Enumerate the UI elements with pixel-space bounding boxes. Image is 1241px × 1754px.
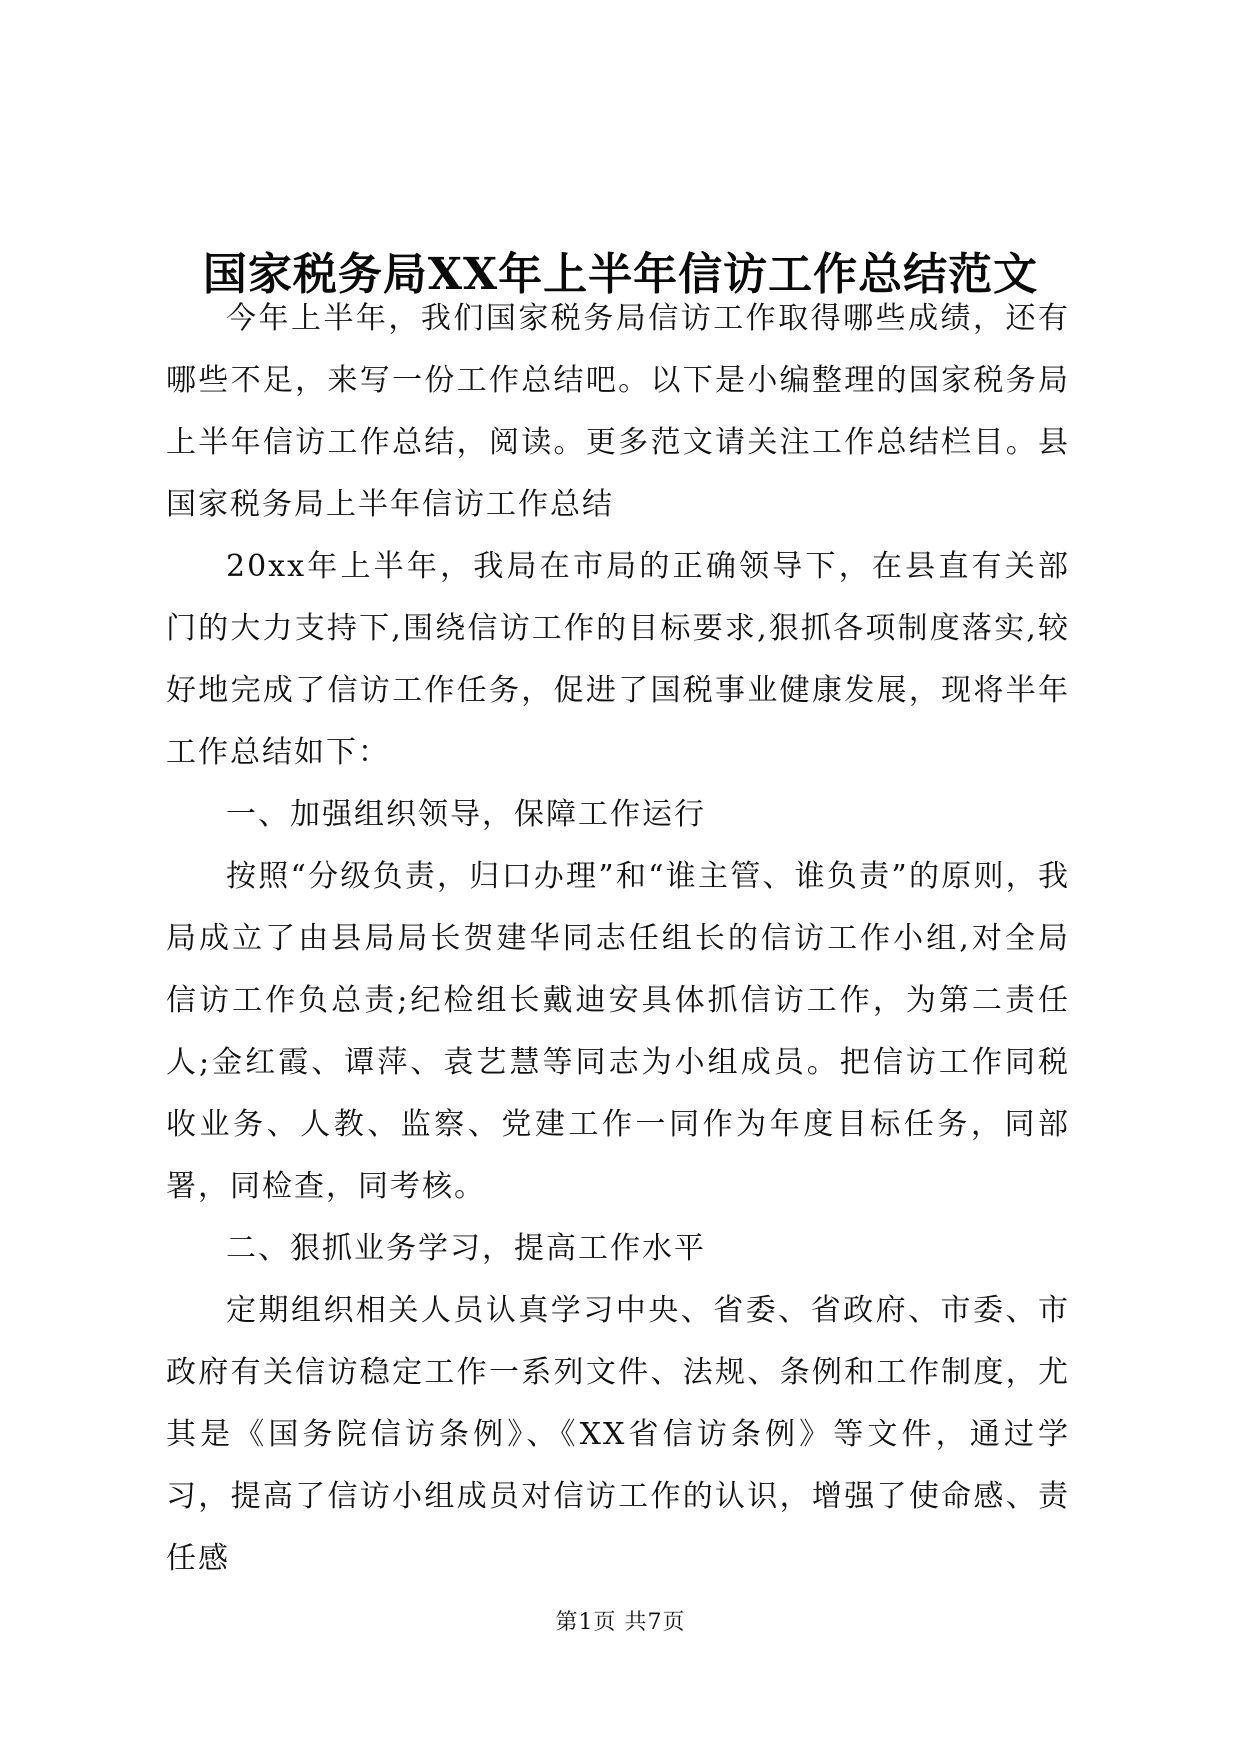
paragraph-intro: 今年上半年，我们国家税务局信访工作取得哪些成绩，还有哪些不足，来写一份工作总结吧。以下是小编整理的国家税务局上半年信访工作总结，阅读。更多范文请关注工作总结栏目。县国家税务局上半年信访工作总结 [166, 301, 1070, 522]
paragraph-overview: 20xx年上半年，我局在市局的正确领导下，在县直有关部门的大力支持下,围绕信访工作的目标要求,狠抓各项制度落实,较好地完成了信访工作任务，促进了国税事业健康发展，现将半年工作总结如下： [166, 549, 1070, 770]
document-title: 国家税务局XX年上半年信访工作总结范文 [202, 249, 1039, 301]
paragraph-section-2: 定期组织相关人员认真学习中央、省委、省政府、市委、市政府有关信访稳定工作一系列文件、法规、条例和工作制度，尤其是《国务院信访条例》、《XX省信访条例》等文件，通过学习，提高了信访小组成员对信访工作的认识，增强了使命感、责任感 [166, 1293, 1070, 1576]
paragraph-section-1: 按照“分级负责，归口办理”和“谁主管、谁负责”的原则，我局成立了由县局局长贺建华同志任组长的信访工作小组,对全局信访工作负总责;纪检组长戴迪安具体抓信访工作，为第二责任人;金红霞、谭萍、袁艺慧等同志为小组成员。把信访工作同税收业务、人教、监察、党建工作一同作为年度目标任务，同部署，同检查，同考核。 [166, 859, 1070, 1204]
page-number-footer: 第1页 共7页 [555, 1610, 686, 1635]
section-heading-2: 二、狠抓业务学习，提高工作水平 [226, 1231, 706, 1266]
document-body [166, 288, 1070, 1590]
section-heading-1: 一、加强组织领导，保障工作运行 [226, 797, 706, 832]
